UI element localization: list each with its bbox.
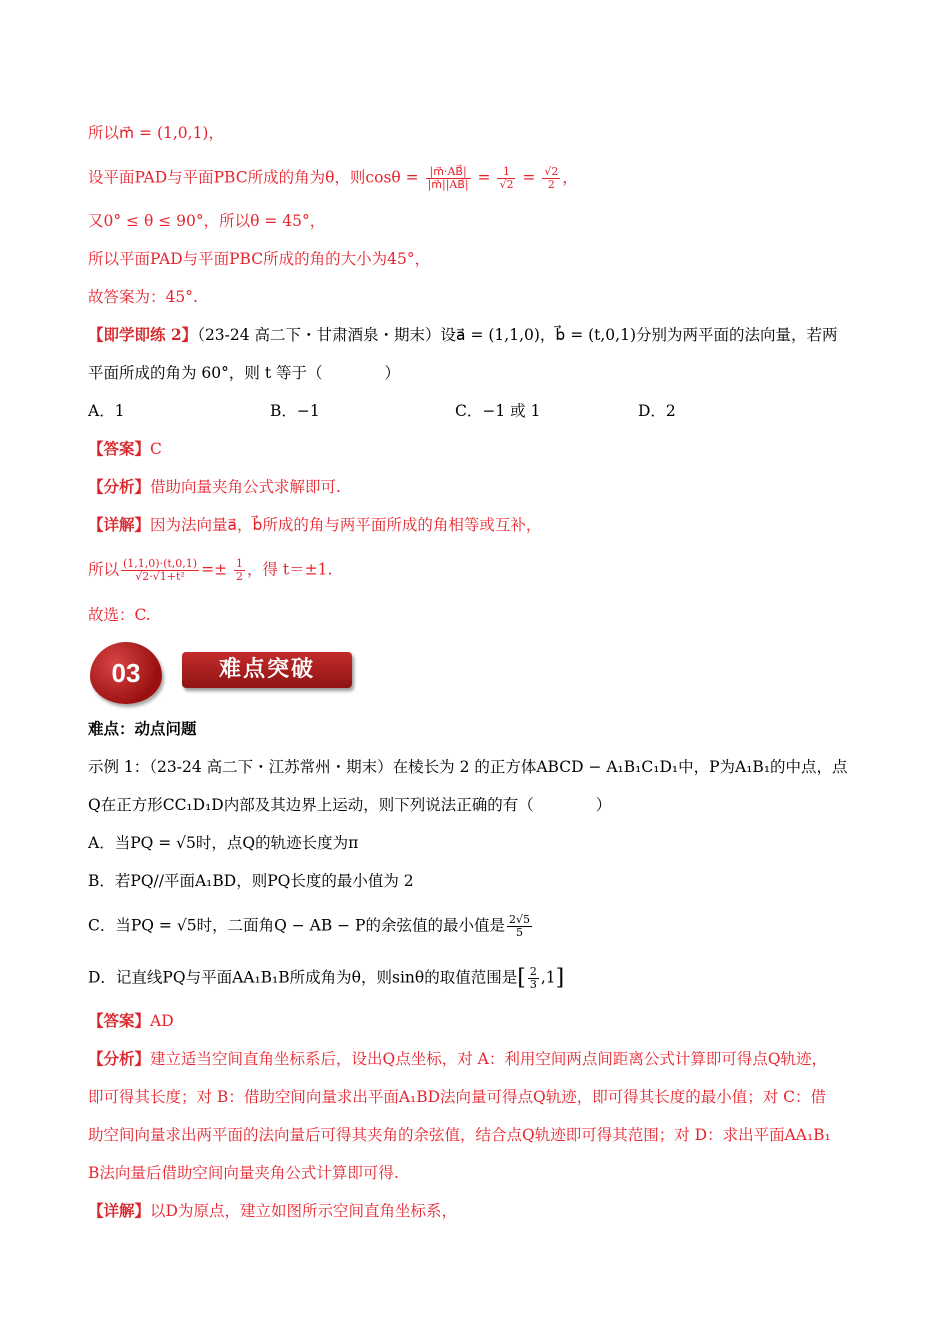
detail-line: 【详解】因为法向量a⃗，b⃗所成的角与两平面所成的角相等或互补， [88,515,542,534]
practice-question: 【即学即练 2】（23-24 高二下・甘肃酒泉・期末）设a⃗ = (1,1,0)，b⃗ = (t,0,1)分别为两平面的法向量，若两 [88,325,838,344]
analysis-tag: 【分析】 [88,1049,151,1068]
option-a: A．1 [88,402,125,420]
solution-line: 故选：C. [88,606,151,624]
fraction: $\frac{(1,1,0)\cdot(t,0,1)}{\text{√2·√1+t²}}$ [123,557,198,583]
answer-tag: 【答案】 [88,1011,151,1030]
analysis-line-cont: B法向量后借助空间向量夹角公式计算即可得. [88,1164,399,1182]
fraction: $\frac{1}{√2}$ [499,165,514,191]
fraction: $\frac{√2}{2}$ [544,165,559,191]
option-c-line: C．当PQ = √5时，二面角Q − AB − P的余弦值的最小值是 $\frac{2√5}{5}$ [88,913,530,939]
practice-tag: 【即学即练 2】 [88,325,198,344]
analysis-line: 【分析】建立适当空间直角坐标系后，设出Q点坐标，对 A：利用空间两点间距离公式计算即可得点Q轨迹， [88,1049,828,1068]
detail-tag: 【详解】 [88,515,151,534]
analysis-line: 【分析】借助向量夹角公式求解即可. [88,477,341,496]
detail-tag: 【详解】 [88,1201,151,1220]
fraction: $\frac{2}{3}$ [529,965,537,991]
option-b: B．−1 [270,402,320,420]
analysis-line-cont: 即可得其长度；对 B：借助空间向量求出平面A₁BD法向量可得点Q轨迹，即可得其长度的最小值；对 C：借 [88,1088,827,1106]
answer-tag: 【答案】 [88,439,151,458]
analysis-tag: 【分析】 [88,477,151,496]
section-title: 难点突破 [182,652,352,688]
detail-line: 【详解】以D为原点，建立如图所示空间直角坐标系， [88,1201,457,1220]
practice-question-cont: 平面所成的角为 60°，则 t 等于（ ） [88,364,400,382]
section-number-badge: 03 [90,642,162,704]
section-subtitle: 难点：动点问题 [88,719,197,738]
option-d: D．2 [638,402,676,420]
solution-line: 所以m⃗ = (1,0,1)， [88,124,224,142]
example-question-cont: Q在正方形CC₁D₁D内部及其边界上运动，则下列说法正确的有（ ） [88,796,612,814]
fraction: $\frac{2√5}{5}$ [508,913,530,939]
fraction: $\frac{1}{2}$ [235,557,243,583]
solution-line: 又0° ≤ θ ≤ 90°，所以θ = 45°， [88,212,326,230]
section-banner [88,638,368,708]
analysis-line-cont: 助空间向量求出两平面的法向量后可得其夹角的余弦值，结合点Q轨迹即可得其范围；对 D：求出平面AA₁B₁ [88,1126,831,1144]
example-question: 示例 1：（23-24 高二下・江苏常州・期末）在棱长为 2 的正方体ABCD − A₁B₁C₁D₁中，P为A₁B₁的中点，点 [88,758,848,776]
answer-line: 【答案】C [88,439,162,458]
option-b-line: B．若PQ//平面A₁BD，则PQ长度的最小值为 2 [88,872,414,890]
option-c: C．−1 或 1 [455,402,541,420]
fraction: $\frac{|m⃗\cdot AB⃗|}{|m⃗||AB⃗|}$ [427,165,469,191]
solution-line: 设平面PAD与平面PBC所成的角为θ，则cosθ = $\frac{|m⃗\cdot AB⃗|}{|m⃗||AB⃗|}$ = $\frac{1}{√2}$ = $\frac{√2}{2}$ ， [88,165,578,191]
solution-line: 所以 $\frac{(1,1,0)\cdot(t,0,1)}{\text{√2·√1+t²}}$ =± $\frac{1}{2}$ ，得 t＝±1. [88,557,333,583]
option-a-line: A．当PQ = √5时，点Q的轨迹长度为π [88,834,359,852]
solution-line: 故答案为：45°. [88,288,198,306]
solution-line: 所以平面PAD与平面PBC所成的角的大小为45°， [88,250,431,268]
answer-line: 【答案】AD [88,1011,174,1030]
option-d-line: D．记直线PQ与平面AA₁B₁B所成角为θ，则sinθ的取值范围是[ $\frac{2}{3}$ ,1] [88,965,565,991]
